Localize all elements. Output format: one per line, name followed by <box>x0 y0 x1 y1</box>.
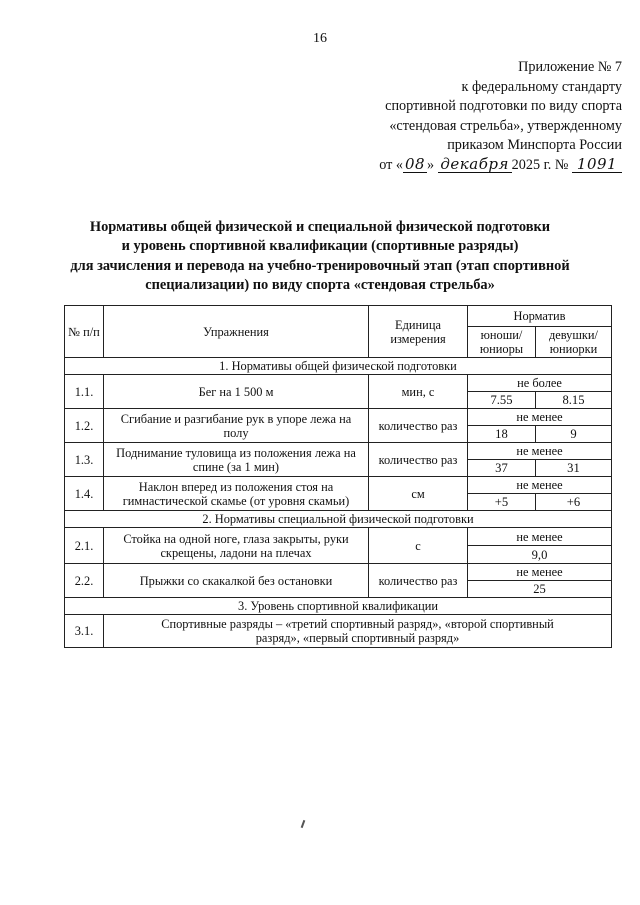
section-2-title: 2. Нормативы специальной физической подготовки <box>65 511 612 528</box>
row-girls-value: 31 <box>535 460 611 477</box>
header-exercise: Упражнения <box>104 306 369 358</box>
date-mid: » <box>427 156 435 173</box>
title-line: Нормативы общей физической и специальной физической подготовки <box>89 219 551 235</box>
handwritten-order-number: 1091 <box>572 157 622 173</box>
row-unit: см <box>369 477 468 511</box>
row-girls-value: +6 <box>535 494 611 511</box>
row-boys-value: 37 <box>468 460 536 477</box>
section-1-title: 1. Нормативы общей физической подготовки <box>65 358 612 375</box>
row-unit: количество раз <box>369 443 468 477</box>
row-exercise: Стойка на одной ноге, глаза закрыты, руки скрещены, ладони на плечах <box>104 528 369 564</box>
row-exercise: Бег на 1 500 м <box>104 375 369 409</box>
row-unit: мин, с <box>369 375 468 409</box>
row-boys-value: 18 <box>468 426 536 443</box>
handwritten-day: 08 <box>404 154 426 173</box>
table-row <box>65 477 612 494</box>
appendix-line: приказом Минспорта России <box>447 137 622 154</box>
header-unit: Единица измерения <box>369 306 468 358</box>
table-row <box>65 528 612 546</box>
row-exercise: Сгибание и разгибание рук в упоре лежа на полу <box>104 409 369 443</box>
row-exercise: Поднимание туловища из положения лежа на спине (за 1 мин) <box>104 443 369 477</box>
row-common-value: 9,0 <box>468 546 612 564</box>
header-norm: Норматив <box>468 306 612 327</box>
row-boys-value: +5 <box>468 494 536 511</box>
table-row <box>65 564 612 581</box>
appendix-header <box>330 58 622 176</box>
title-line: специализации) по виду спорта «стендовая стрельба» <box>145 277 495 294</box>
appendix-line: спортивной подготовки по виду спорта <box>385 98 622 115</box>
table-row <box>65 409 612 426</box>
appendix-line: «стендовая стрельба», утвержденному <box>389 117 622 134</box>
section-row <box>65 511 612 528</box>
row-num: 1.3. <box>65 443 104 477</box>
title-line: для зачисления и перевода на учебно-тренировочный этап (этап спортивной <box>70 257 570 274</box>
row-unit: количество раз <box>369 409 468 443</box>
row-unit: количество раз <box>369 564 468 598</box>
table-row <box>65 615 612 648</box>
scan-speck <box>301 820 306 828</box>
row-num: 1.4. <box>65 477 104 511</box>
row-condition: не менее <box>468 409 612 426</box>
row-condition: не менее <box>468 528 612 546</box>
header-girls: девушки/ юниорки <box>535 327 611 358</box>
date-year: 2025 г. № <box>511 156 569 173</box>
row-exercise: Прыжки со скакалкой без остановки <box>104 564 369 598</box>
row-condition: не менее <box>468 443 612 460</box>
header-boys: юноши/ юниоры <box>468 327 536 358</box>
row-num: 1.1. <box>65 375 104 409</box>
norms-table <box>64 305 612 648</box>
row-num: 3.1. <box>65 615 104 648</box>
order-date-line <box>330 156 622 176</box>
row-boys-value: 7.55 <box>468 392 536 409</box>
page-number: 16 <box>313 31 327 46</box>
table-row <box>65 375 612 392</box>
row-unit: с <box>369 528 468 564</box>
row-girls-value: 9 <box>535 426 611 443</box>
row-num: 2.1. <box>65 528 104 564</box>
appendix-line: к федеральному стандарту <box>461 78 622 95</box>
row-condition: не менее <box>468 564 612 581</box>
section-row <box>65 598 612 615</box>
header-row <box>65 306 612 327</box>
header-num: № п/п <box>65 306 104 358</box>
row-common-value: 25 <box>468 581 612 598</box>
row-condition: не более <box>468 375 612 392</box>
date-prefix: от « <box>379 156 403 173</box>
row-num: 1.2. <box>65 409 104 443</box>
title-line: и уровень спортивной квалификации (спортивные разряды) <box>121 238 519 255</box>
row-exercise-wide: Спортивные разряды – «третий спортивный разряд», «второй спортивный разряд», «первый спортивный разряд» <box>104 615 612 648</box>
handwritten-month: декабря <box>438 157 512 173</box>
table-row <box>65 443 612 460</box>
section-3-title: 3. Уровень спортивной квалификации <box>65 598 612 615</box>
appendix-line: Приложение № 7 <box>518 59 622 75</box>
row-condition: не менее <box>468 477 612 494</box>
row-girls-value: 8.15 <box>535 392 611 409</box>
row-exercise: Наклон вперед из положения стоя на гимнастической скамье (от уровня скамьи) <box>104 477 369 511</box>
row-num: 2.2. <box>65 564 104 598</box>
document-title <box>40 218 600 296</box>
section-row <box>65 358 612 375</box>
